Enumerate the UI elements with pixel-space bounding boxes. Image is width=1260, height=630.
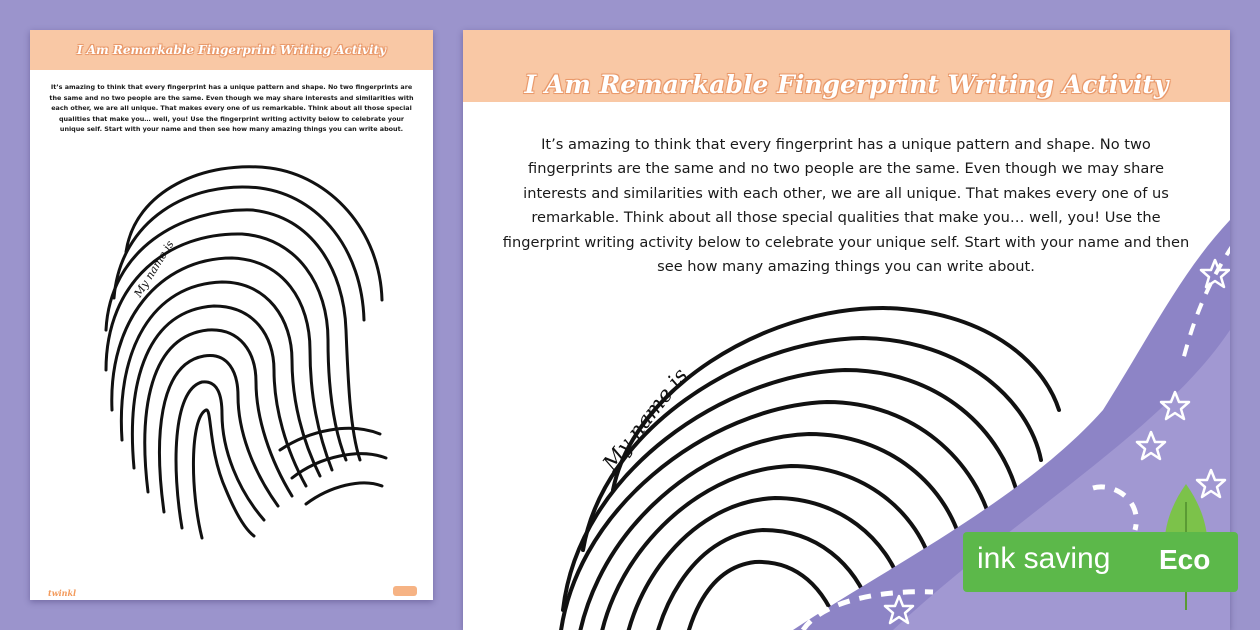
eco-label: Eco: [1159, 544, 1211, 575]
footer-badge-icon: [393, 586, 417, 596]
fingerprint-lines: [30, 30, 433, 600]
worksheet-thumbnail[interactable]: [30, 30, 433, 600]
ink-saving-label: ink saving: [977, 542, 1111, 575]
footer-disclaimer: [48, 550, 415, 556]
intro-paragraph: It’s amazing to think that every fingerprint has a unique pattern and shape. No two fingerprints are the same and no two people are the same. Even though we may share interests and similarities with each other, we are all unique. That makes every one of us remarkable. Think about all those special qualities that make you… well, you! Use the fingerprint writing activity below to celebrate your unique self. Start with your name and then see how many amazing things you can write about.: [49, 83, 414, 134]
intro-paragraph: It’s amazing to think that every fingerprint has a unique pattern and shape. No two fingerprints are the same and no two people are the same. Even though we may share interests and similarities with each other, we are all unique. That makes every one of us remarkable. Think about all those special qualities that make you… well, you! Use the fingerprint writing activity below to celebrate your unique self. Start with your name and then see how many amazing things you can write about.: [502, 136, 1190, 276]
page-title: I Am Remarkable Fingerprint Writing Activity: [76, 43, 387, 57]
page-title: I Am Remarkable Fingerprint Writing Activity: [524, 70, 1169, 99]
ink-saving-badge: [963, 532, 1238, 592]
twinkl-logo-icon: twinkl: [48, 588, 77, 598]
name-prompt: My name is: [131, 238, 177, 300]
name-prompt: My name is: [598, 363, 693, 476]
